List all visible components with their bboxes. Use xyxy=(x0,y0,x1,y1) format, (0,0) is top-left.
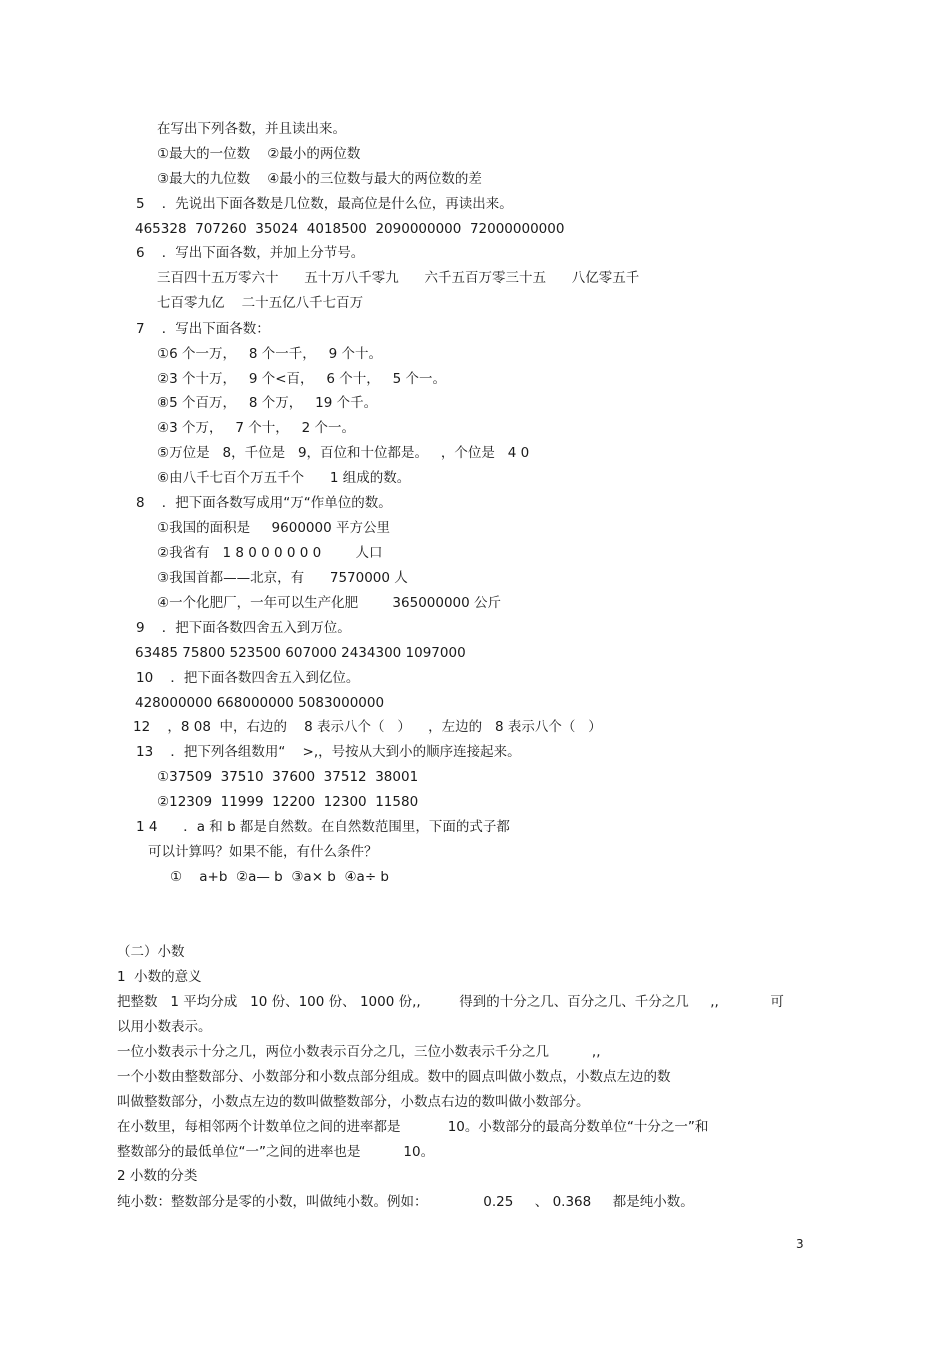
text-line: 8 ．把下面各数写成用“万“作单位的数。 xyxy=(136,495,392,511)
text-line: 以用小数表示。 xyxy=(117,1019,212,1035)
text-line: ⑧5 个百万， 8 个万， 19 个千。 xyxy=(157,395,378,411)
text-line: 5 ．先说出下面各数是几位数，最高位是什么位，再读出来。 xyxy=(136,196,513,212)
text-line: ①37509 37510 37600 37512 38001 xyxy=(157,769,419,785)
text-line: ③我国首都——北京，有 7570000 人 xyxy=(157,570,408,586)
text-line: 在写出下列各数，并且读出来。 xyxy=(157,121,346,137)
text-line: ⑥由八千七百个万五千个 1 组成的数。 xyxy=(157,470,411,486)
text-line: 1 4 ．a 和 b 都是自然数。在自然数范围里，下面的式子都 xyxy=(136,819,510,835)
text-line: 七百零九亿 二十五亿八千七百万 xyxy=(157,295,364,311)
text-line: 10 ．把下面各数四舍五入到亿位。 xyxy=(136,670,360,686)
text-line: ④3 个万， 7 个十， 2 个一。 xyxy=(157,420,355,436)
text-line: ②我省有 1 8 0 0 0 0 0 0 人口 xyxy=(157,545,383,561)
text-line: ①最大的一位数 ②最小的两位数 xyxy=(157,146,361,162)
text-line: 叫做整数部分，小数点左边的数叫做整数部分，小数点右边的数叫做小数部分。 xyxy=(117,1094,590,1110)
text-line: 整数部分的最低单位“一”之间的进率也是 10。 xyxy=(117,1144,435,1160)
text-line: ②3 个十万， 9 个<百， 6 个十， 5 个一。 xyxy=(157,371,447,387)
text-line: ④一个化肥厂，一年可以生产化肥 365000000 公斤 xyxy=(157,595,502,611)
text-line: ① a+b ②a— b ③a× b ④a÷ b xyxy=(170,869,389,885)
text-line: 把整数 1 平均分成 10 份、100 份、 1000 份,, 得到的十分之几、百分之几、千分之几 ,, 可 xyxy=(117,994,784,1010)
text-line: 三百四十五万零六十 五十万八千零九 六千五百万零三十五 八亿零五千 xyxy=(157,270,640,286)
text-line: 12 ，8 08 中，右边的 8 表示八个（ ） ，左边的 8 表示八个（ ） xyxy=(133,719,602,735)
text-line: ③最大的九位数 ④最小的三位数与最大的两位数的差 xyxy=(157,171,482,187)
text-line: 428000000 668000000 5083000000 xyxy=(135,695,385,711)
page-number: 3 xyxy=(796,1237,804,1251)
text-line: 465328 707260 35024 4018500 2090000000 72000000000 xyxy=(135,221,565,237)
text-line: 可以计算吗？如果不能，有什么条件？ xyxy=(148,844,378,860)
text-line: 一位小数表示十分之几，两位小数表示百分之几，三位小数表示千分之几 ,, xyxy=(117,1044,601,1060)
text-line: 63485 75800 523500 607000 2434300 1097000 xyxy=(135,645,466,661)
text-line: 9 ．把下面各数四舍五入到万位。 xyxy=(136,620,351,636)
text-line: 纯小数：整数部分是零的小数，叫做纯小数。例如： 0.25 、 0.368 都是纯小数。 xyxy=(117,1194,694,1210)
text-line: 6 ．写出下面各数，并加上分节号。 xyxy=(136,245,365,261)
text-line: 13 ．把下列各组数用“ >,，号按从大到小的顺序连接起来。 xyxy=(136,744,521,760)
text-line: 一个小数由整数部分、小数部分和小数点部分组成。数中的圆点叫做小数点，小数点左边的数 xyxy=(117,1069,671,1085)
text-line: ②12309 11999 12200 12300 11580 xyxy=(157,794,419,810)
subsection-heading: 2 小数的分类 xyxy=(117,1168,198,1184)
text-line: ①6 个一万， 8 个一千， 9 个十。 xyxy=(157,346,382,362)
text-line: 7 ．写出下面各数： xyxy=(136,321,270,337)
text-line: ①我国的面积是 9600000 平方公里 xyxy=(157,520,390,536)
section-heading: （二）小数 xyxy=(117,944,185,960)
text-line: ⑤万位是 8，千位是 9，百位和十位都是。 ，个位是 4 0 xyxy=(157,445,530,461)
subsection-heading: 1 小数的意义 xyxy=(117,969,202,985)
text-line: 在小数里，每相邻两个计数单位之间的进率都是 10。小数部分的最高分数单位“十分之一”和 xyxy=(117,1119,709,1135)
